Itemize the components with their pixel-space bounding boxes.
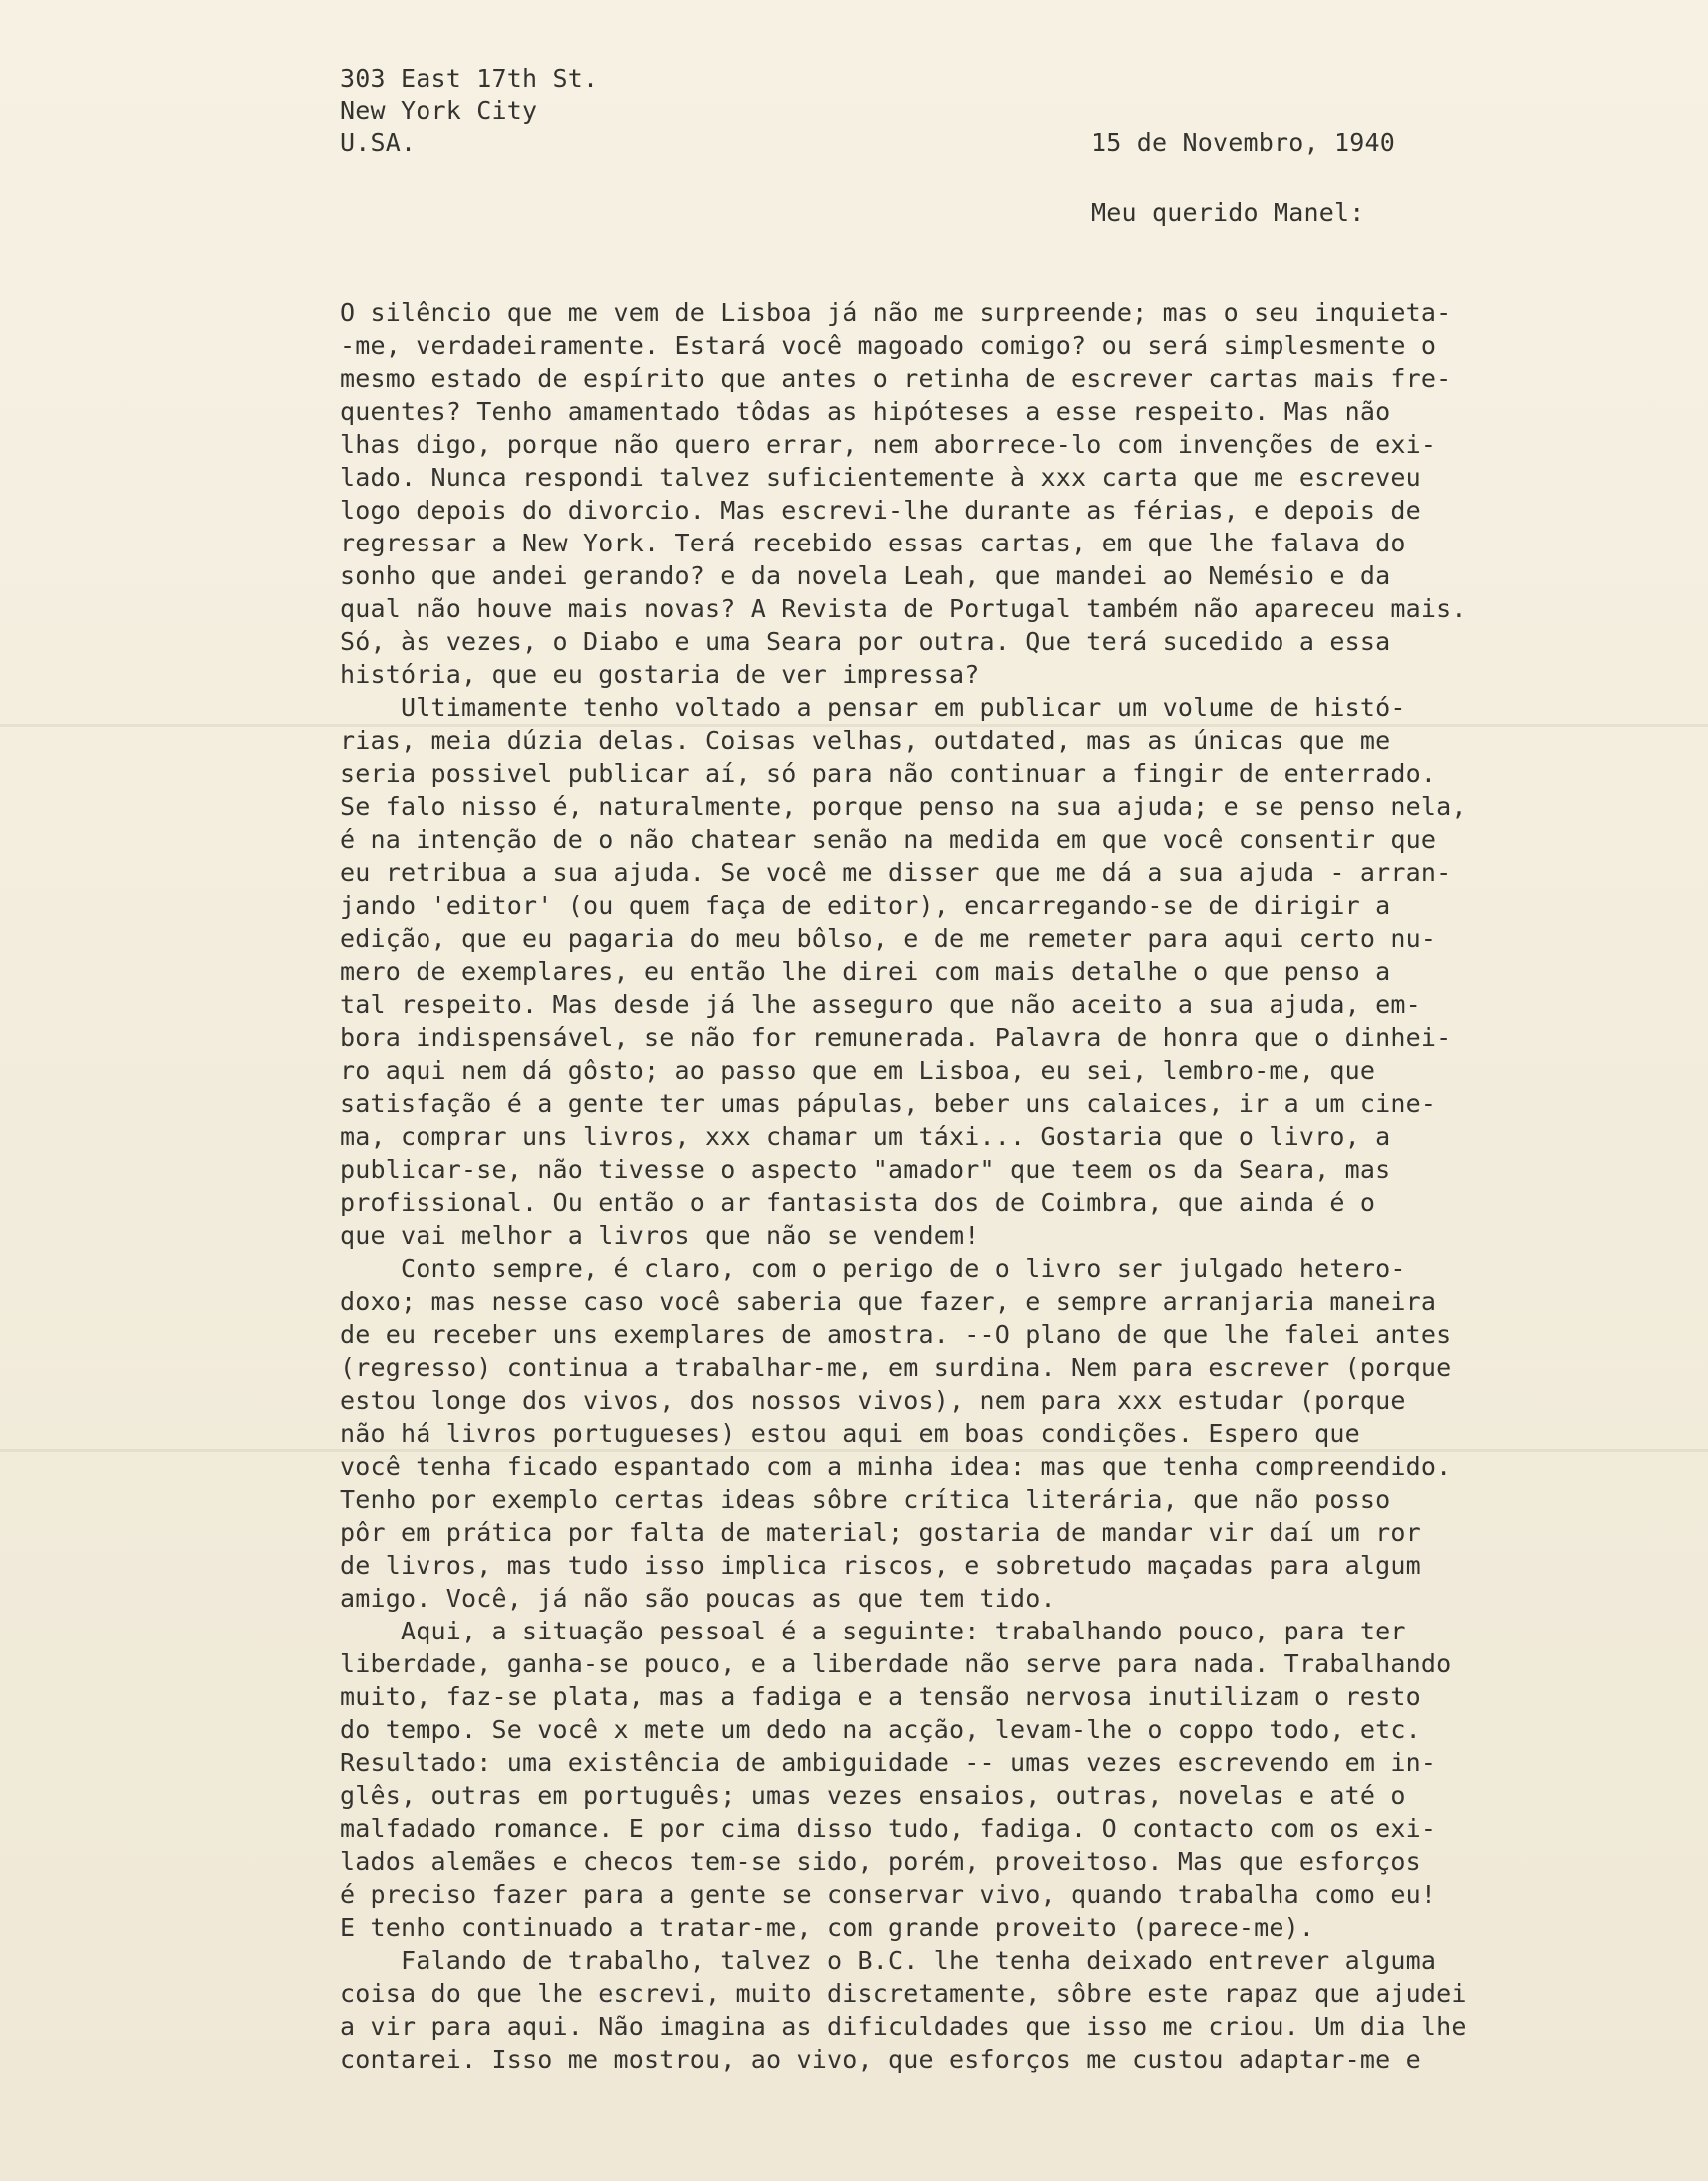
body-line: tal respeito. Mas desde já lhe asseguro que não aceito a sua ajuda, em- [340,990,1421,1019]
body-line: bora indispensável, se não for remunerada. Palavra de honra que o dinhei- [340,1023,1452,1052]
body-line: que vai melhor a livros que não se vendem! [340,1221,980,1250]
address-line: New York City [340,96,538,125]
body-line: estou longe dos vivos, dos nossos vivos), nem para xxx estudar (porque [340,1386,1406,1415]
address-line: U.SA. [340,128,417,157]
body-line: satisfação é a gente ter umas pápulas, beber uns calaices, ir a um cine- [340,1089,1437,1118]
body-line: ro aqui nem dá gôsto; ao passo que em Lisboa, eu sei, lembro-me, que [340,1056,1376,1085]
body-line: Só, às vezes, o Diabo e uma Seara por outra. Que terá sucedido a essa [340,627,1391,656]
body-line: mero de exemplares, eu então lhe direi com mais detalhe o que penso a [340,957,1391,986]
body-line: é na intenção de o não chatear senão na medida em que você consentir que [340,825,1437,854]
body-line: Se falo nisso é, naturalmente, porque penso na sua ajuda; e se penso nela, [340,792,1467,821]
body-line: edição, que eu pagaria do meu bôlso, e de me remeter para aqui certo nu- [340,924,1437,953]
body-line: muito, faz-se plata, mas a fadiga e a tensão nervosa inutilizam o resto [340,1682,1421,1711]
body-line: Tenho por exemplo certas ideas sôbre crítica literária, que não posso [340,1485,1391,1514]
body-line: liberdade, ganha-se pouco, e a liberdade não serve para nada. Trabalhando [340,1649,1452,1678]
salutation: Meu querido Manel: [1091,198,1365,227]
body-line: a vir para aqui. Não imagina as dificuldades que isso me criou. Um dia lhe [340,2012,1467,2041]
body-line: E tenho continuado a tratar-me, com grande proveito (parece-me). [340,1913,1315,1942]
body-line: Ultimamente tenho voltado a pensar em publicar um volume de histó- [340,693,1406,722]
body-line: do tempo. Se você x mete um dedo na acção, levam-lhe o coppo todo, etc. [340,1715,1421,1744]
body-line: amigo. Você, já não são poucas as que tem tido. [340,1584,1056,1613]
body-line: de livros, mas tudo isso implica riscos, e sobretudo maçadas para algum [340,1551,1421,1580]
body-line: publicar-se, não tivesse o aspecto "amador" que teem os da Seara, mas [340,1155,1391,1184]
body-line: O silêncio que me vem de Lisboa já não me surpreende; mas o seu inquieta- [340,298,1452,327]
body-line: jando 'editor' (ou quem faça de editor), encarregando-se de dirigir a [340,891,1391,920]
body-line: história, que eu gostaria de ver impressa? [340,660,980,689]
body-line: rias, meia dúzia delas. Coisas velhas, outdated, mas as únicas que me [340,726,1391,755]
body-line: Conto sempre, é claro, com o perigo de o livro ser julgado hetero- [340,1254,1406,1283]
body-line: lhas digo, porque não quero errar, nem aborrece-lo com invenções de exi- [340,430,1437,459]
body-line: sonho que andei gerando? e da novela Leah, que mandei ao Nemésio e da [340,561,1391,590]
body-line: coisa do que lhe escrevi, muito discretamente, sôbre este rapaz que ajudei [340,1979,1467,2008]
body-line: lados alemães e checos tem-se sido, porém, proveitoso. Mas que esforços [340,1847,1421,1876]
body-line: quentes? Tenho amamentado tôdas as hipóteses a esse respeito. Mas não [340,397,1391,426]
body-line: qual não houve mais novas? A Revista de Portugal também não apareceu mais. [340,594,1467,623]
body-line: você tenha ficado espantado com a minha idea: mas que tenha compreendido. [340,1452,1452,1481]
body-line: glês, outras em português; umas vezes ensaios, outras, novelas e até o [340,1781,1406,1810]
body-line: é preciso fazer para a gente se conservar vivo, quando trabalha como eu! [340,1880,1437,1909]
body-line: doxo; mas nesse caso você saberia que fazer, e sempre arranjaria maneira [340,1287,1437,1316]
letter-date: 15 de Novembro, 1940 [1091,128,1396,157]
body-line: regressar a New York. Terá recebido essas cartas, em que lhe falava do [340,529,1406,557]
body-line: pôr em prática por falta de material; gostaria de mandar vir daí um ror [340,1518,1421,1547]
body-line: eu retribua a sua ajuda. Se você me disser que me dá a sua ajuda - arran- [340,858,1452,887]
body-line: Aqui, a situação pessoal é a seguinte: trabalhando pouco, para ter [340,1617,1406,1645]
body-line: lado. Nunca respondi talvez suficientemente à xxx carta que me escreveu [340,463,1421,492]
body-line: (regresso) continua a trabalhar-me, em surdina. Nem para escrever (porque [340,1353,1452,1382]
body-line: malfadado romance. E por cima disso tudo, fadiga. O contacto com os exi- [340,1814,1437,1843]
body-line: Falando de trabalho, talvez o B.C. lhe tenha deixado entrever alguma [340,1946,1437,1975]
body-line: não há livros portugueses) estou aqui em boas condições. Espero que [340,1419,1360,1448]
body-line: contarei. Isso me mostrou, ao vivo, que esforços me custou adaptar-me e [340,2045,1421,2074]
body-line: ma, comprar uns livros, xxx chamar um táxi... Gostaria que o livro, a [340,1122,1391,1151]
body-line: logo depois do divorcio. Mas escrevi-lhe durante as férias, e depois de [340,496,1421,525]
body-line: profissional. Ou então o ar fantasista dos de Coimbra, que ainda é o [340,1188,1376,1217]
body-line: mesmo estado de espírito que antes o retinha de escrever cartas mais fre- [340,364,1452,393]
body-line: -me, verdadeiramente. Estará você magoado comigo? ou será simplesmente o [340,331,1437,360]
body-line: Resultado: uma existência de ambiguidade -- umas vezes escrevendo em in- [340,1748,1437,1777]
address-line: 303 East 17th St. [340,64,599,93]
body-line: de eu receber uns exemplares de amostra. --O plano de que lhe falei antes [340,1320,1452,1349]
body-line: seria possivel publicar aí, só para não continuar a fingir de enterrado. [340,759,1437,788]
